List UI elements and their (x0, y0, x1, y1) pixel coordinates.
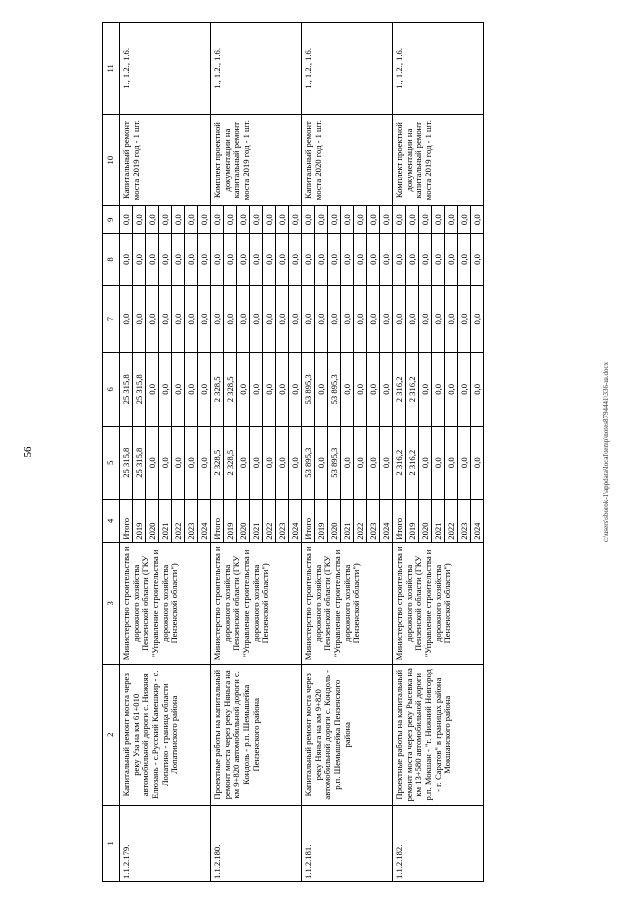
value-cell: 0,0 (354, 353, 367, 425)
year-cell: 2020 (237, 500, 250, 542)
row-col5-values (120, 426, 211, 499)
value-cell: 0,0 (302, 286, 315, 352)
value-cell: 0,0 (419, 234, 432, 285)
value-cell: 0,0 (472, 384, 482, 395)
value-cell: 0,0 (199, 384, 209, 395)
row-col9-values (211, 206, 302, 234)
value-cell: 0,0 (172, 427, 185, 499)
value-cell: 0,0 (354, 427, 367, 499)
row-col9-values (120, 206, 211, 234)
row-years (211, 499, 302, 542)
row-years (302, 499, 393, 542)
value-cell: 0,0 (185, 234, 198, 285)
value-cell: 0,0 (250, 206, 263, 233)
value-cell: 0,0 (133, 234, 146, 285)
value-cell: 2 328,5 (224, 427, 237, 499)
value-cell: 0,0 (328, 286, 341, 352)
value-cell: 0,0 (419, 353, 432, 425)
value-cell: 0,0 (276, 353, 289, 425)
header-row (103, 23, 120, 882)
value-cell: 0,0 (458, 206, 471, 233)
value-cell: 0,0 (237, 206, 250, 233)
value-cell: 0,0 (445, 353, 458, 425)
value-cell: 0,0 (250, 286, 263, 352)
row-col9-values (393, 206, 484, 234)
row-executor: Министерство строительства и дорожного хозяйства Пензенской области (ГКУ "Управление строительства и дорожного хозяйства Пензенской области") (120, 542, 211, 664)
value-cell: 0,0 (185, 206, 198, 233)
row-col6-values (120, 353, 211, 426)
value-cell: 0,0 (120, 234, 133, 285)
header-cell: 6 (103, 353, 120, 426)
value-cell: 25 315,8 (120, 427, 133, 499)
row-col6-values (302, 353, 393, 426)
value-cell: 25 315,8 (133, 353, 146, 425)
value-cell: 0,0 (276, 234, 289, 285)
value-cell: 0,0 (199, 457, 209, 469)
year-cell: 2024 (381, 522, 391, 540)
row-result: Комплект проектной документации на капитальный ремонт моста 2019 год - 1 шт. (393, 114, 484, 206)
value-cell: 0,0 (211, 234, 224, 285)
value-cell: 0,0 (276, 206, 289, 233)
year-cell: Итого (120, 500, 133, 542)
value-cell: 0,0 (406, 286, 419, 352)
value-cell: 0,0 (341, 427, 354, 499)
row-code: 1.1.2.181. (302, 805, 393, 881)
row-executor: Министерство строительства и дорожного хозяйства Пензенской области (ГКУ "Управление строительства и дорожного хозяйства Пензенской области") (302, 542, 393, 664)
value-cell: 0,0 (276, 286, 289, 352)
value-cell: 0,0 (290, 214, 300, 226)
value-cell: 0,0 (315, 286, 328, 352)
value-cell: 0,0 (146, 234, 159, 285)
table-row (302, 23, 393, 882)
value-cell: 0,0 (341, 286, 354, 352)
value-cell: 0,0 (432, 234, 445, 285)
value-cell: 2 328,5 (211, 353, 224, 425)
value-cell: 0,0 (472, 457, 482, 469)
row-col5-values (302, 426, 393, 499)
value-cell: 0,0 (445, 286, 458, 352)
value-cell: 53 895,3 (302, 353, 315, 425)
row-col7-values (211, 285, 302, 352)
value-cell: 0,0 (276, 427, 289, 499)
value-cell: 0,0 (146, 427, 159, 499)
rotated-table-frame (102, 22, 597, 882)
value-cell: 0,0 (432, 427, 445, 499)
value-cell: 0,0 (341, 206, 354, 233)
year-cell: 2019 (133, 500, 146, 542)
value-cell: 0,0 (211, 206, 224, 233)
value-cell: 0,0 (458, 286, 471, 352)
header-cell: 3 (103, 542, 120, 664)
value-cell: 0,0 (290, 384, 300, 395)
year-cell: 2022 (263, 500, 276, 542)
year-cell: 2023 (276, 500, 289, 542)
value-cell: 0,0 (199, 254, 209, 265)
value-cell: 0,0 (458, 353, 471, 425)
row-name: Проектные работы на капитальный ремонт моста через реку Рысевка на км 13+580 автомобильной дороги р.п. Мокшан - "г. Нижний Новгород - г. Саратов" в границах района Мокшанского района (393, 664, 484, 805)
row-refs: 1., 1.2., 1.6. (393, 23, 484, 115)
value-cell: 0,0 (406, 206, 419, 233)
value-cell: 0,0 (172, 353, 185, 425)
year-cell: 2022 (445, 500, 458, 542)
year-cell: 2022 (354, 500, 367, 542)
value-cell: 0,0 (146, 206, 159, 233)
value-cell: 53 895,3 (328, 427, 341, 499)
page-number: 56 (22, 446, 34, 458)
value-cell: 0,0 (199, 214, 209, 226)
year-cell: 2020 (419, 500, 432, 542)
row-col7-values (120, 285, 211, 352)
value-cell: 53 895,3 (302, 427, 315, 499)
value-cell: 0,0 (199, 313, 209, 325)
year-cell: 2021 (432, 500, 445, 542)
row-executor: Министерство строительства и дорожного хозяйства Пензенской области (ГКУ "Управление строительства и дорожного хозяйства Пензенской области") (211, 542, 302, 664)
value-cell: 0,0 (445, 206, 458, 233)
value-cell: 0,0 (185, 353, 198, 425)
value-cell: 0,0 (458, 427, 471, 499)
table-row (211, 23, 302, 882)
row-executor: Министерство строительства и дорожного хозяйства Пензенской области (ГКУ "Управление строительства и дорожного хозяйства Пензенской области") (393, 542, 484, 664)
header-cell: 2 (103, 664, 120, 805)
value-cell: 0,0 (328, 206, 341, 233)
value-cell: 0,0 (263, 353, 276, 425)
header-cell: 8 (103, 233, 120, 285)
year-cell: Итого (393, 500, 406, 542)
value-cell: 0,0 (263, 427, 276, 499)
value-cell: 0,0 (419, 286, 432, 352)
value-cell: 0,0 (393, 206, 406, 233)
row-col8-values (393, 233, 484, 285)
footer-file-path: c:\users\sborok-1\appdata\local\temp\notes8794441\336-ш.docx (602, 361, 610, 543)
year-cell: 2024 (199, 522, 209, 540)
table-container (102, 22, 597, 882)
value-cell: 0,0 (393, 286, 406, 352)
value-cell: 2 328,5 (211, 427, 224, 499)
header-cell: 10 (103, 114, 120, 206)
row-col8-values (120, 233, 211, 285)
value-cell: 0,0 (146, 353, 159, 425)
row-name: Проектные работы на капитальный ремонт моста через реку Няньга на км 9+820 автомобильной дороги с. Кондоль - р.п. Шемышейка Пензенского района (211, 664, 302, 805)
row-col8-values (211, 233, 302, 285)
row-years (120, 499, 211, 542)
row-col5-values (393, 426, 484, 499)
value-cell: 0,0 (432, 353, 445, 425)
year-cell: Итого (211, 500, 224, 542)
value-cell: 0,0 (185, 427, 198, 499)
value-cell: 0,0 (250, 353, 263, 425)
value-cell: 0,0 (315, 234, 328, 285)
value-cell: 53 895,3 (328, 353, 341, 425)
value-cell: 0,0 (367, 286, 380, 352)
year-cell: 2019 (406, 500, 419, 542)
value-cell: 0,0 (237, 286, 250, 352)
value-cell: 2 316,2 (393, 427, 406, 499)
row-col8-values (302, 233, 393, 285)
value-cell: 0,0 (445, 234, 458, 285)
year-cell: 2019 (315, 500, 328, 542)
value-cell: 0,0 (133, 286, 146, 352)
value-cell: 0,0 (224, 286, 237, 352)
header-cell: 9 (103, 206, 120, 234)
value-cell: 0,0 (237, 427, 250, 499)
year-cell: 2019 (224, 500, 237, 542)
year-cell: 2024 (472, 522, 482, 540)
year-cell: Итого (302, 500, 315, 542)
value-cell: 0,0 (159, 206, 172, 233)
value-cell: 0,0 (185, 286, 198, 352)
year-cell: 2023 (185, 500, 198, 542)
year-cell: 2024 (290, 522, 300, 540)
value-cell: 0,0 (315, 353, 328, 425)
value-cell: 0,0 (159, 353, 172, 425)
program-table (102, 22, 484, 882)
year-cell: 2021 (159, 500, 172, 542)
value-cell: 0,0 (250, 427, 263, 499)
value-cell: 0,0 (367, 427, 380, 499)
value-cell: 0,0 (237, 353, 250, 425)
header-cell: 7 (103, 285, 120, 352)
value-cell: 0,0 (290, 457, 300, 469)
value-cell: 0,0 (237, 234, 250, 285)
value-cell: 0,0 (406, 234, 419, 285)
value-cell: 0,0 (472, 313, 482, 325)
value-cell: 0,0 (315, 427, 328, 499)
year-cell: 2020 (146, 500, 159, 542)
row-col9-values (302, 206, 393, 234)
value-cell: 0,0 (367, 234, 380, 285)
value-cell: 25 315,8 (133, 427, 146, 499)
value-cell: 0,0 (432, 206, 445, 233)
year-cell: 2021 (341, 500, 354, 542)
value-cell: 0,0 (224, 234, 237, 285)
value-cell: 0,0 (250, 234, 263, 285)
value-cell: 0,0 (224, 206, 237, 233)
value-cell: 0,0 (263, 234, 276, 285)
row-refs: 1., 1.2., 1.6. (302, 23, 393, 115)
value-cell: 25 315,8 (120, 353, 133, 425)
value-cell: 0,0 (445, 427, 458, 499)
row-result: Капитальный ремонт моста 2020 год - 1 шт. (302, 114, 393, 206)
value-cell: 0,0 (302, 206, 315, 233)
value-cell: 0,0 (341, 234, 354, 285)
value-cell: 2 316,2 (406, 353, 419, 425)
value-cell: 0,0 (133, 206, 146, 233)
value-cell: 2 328,5 (224, 353, 237, 425)
value-cell: 0,0 (419, 427, 432, 499)
value-cell: 0,0 (381, 254, 391, 265)
value-cell: 0,0 (354, 286, 367, 352)
value-cell: 0,0 (315, 206, 328, 233)
row-col7-values (302, 285, 393, 352)
row-code: 1.1.2.182. (393, 805, 484, 881)
value-cell: 0,0 (120, 286, 133, 352)
header-cell: 4 (103, 499, 120, 542)
value-cell: 0,0 (458, 234, 471, 285)
row-name: Капитальный ремонт моста через реку Уза на км 61+010 автомобильной дороги с. Нижняя Елюзань - с.Русский Камешкир - с. Лопатино - граница области Лопатинского района (120, 664, 211, 805)
header-cell: 11 (103, 23, 120, 115)
table-row (120, 23, 211, 882)
value-cell: 0,0 (172, 286, 185, 352)
value-cell: 0,0 (367, 206, 380, 233)
table-row (393, 23, 484, 882)
year-cell: 2023 (367, 500, 380, 542)
value-cell: 0,0 (367, 353, 380, 425)
value-cell: 0,0 (211, 286, 224, 352)
value-cell: 0,0 (263, 206, 276, 233)
value-cell: 0,0 (354, 206, 367, 233)
value-cell: 0,0 (328, 234, 341, 285)
value-cell: 0,0 (381, 384, 391, 395)
value-cell: 0,0 (146, 286, 159, 352)
header-cell: 1 (103, 805, 120, 881)
value-cell: 0,0 (381, 214, 391, 226)
value-cell: 0,0 (354, 234, 367, 285)
row-col5-values (211, 426, 302, 499)
value-cell: 2 316,2 (393, 353, 406, 425)
value-cell: 0,0 (263, 286, 276, 352)
row-result: Капитальный ремонт моста 2019 год - 1 шт. (120, 114, 211, 206)
value-cell: 0,0 (290, 313, 300, 325)
row-refs: 1., 1.2., 1.6. (211, 23, 302, 115)
value-cell: 0,0 (172, 206, 185, 233)
value-cell: 0,0 (159, 234, 172, 285)
year-cell: 2021 (250, 500, 263, 542)
value-cell: 2 316,2 (406, 427, 419, 499)
value-cell: 0,0 (381, 457, 391, 469)
row-name: Капитальный ремонт моста через реку Няньга на км 9+820 автомобильной дороги с. Кондоль - р.п. Шемышейка Пензенского района (302, 664, 393, 805)
value-cell: 0,0 (172, 234, 185, 285)
row-col6-values (393, 353, 484, 426)
value-cell: 0,0 (159, 286, 172, 352)
row-col7-values (393, 285, 484, 352)
row-col6-values (211, 353, 302, 426)
value-cell: 0,0 (302, 234, 315, 285)
value-cell: 0,0 (120, 206, 133, 233)
year-cell: 2023 (458, 500, 471, 542)
value-cell: 0,0 (393, 234, 406, 285)
row-result: Комплект проектной документации на капитальный ремонт моста 2019 год - 1 шт. (211, 114, 302, 206)
value-cell: 0,0 (472, 254, 482, 265)
value-cell: 0,0 (419, 206, 432, 233)
year-cell: 2020 (328, 500, 341, 542)
value-cell: 0,0 (381, 313, 391, 325)
value-cell: 0,0 (472, 214, 482, 226)
value-cell: 0,0 (341, 353, 354, 425)
row-refs: 1., 1.2., 1.6. (120, 23, 211, 115)
row-years (393, 499, 484, 542)
row-code: 1.1.2.180. (211, 805, 302, 881)
year-cell: 2022 (172, 500, 185, 542)
value-cell: 0,0 (432, 286, 445, 352)
header-cell: 5 (103, 426, 120, 499)
value-cell: 0,0 (290, 254, 300, 265)
row-code: 1.1.2.179. (120, 805, 211, 881)
value-cell: 0,0 (159, 427, 172, 499)
